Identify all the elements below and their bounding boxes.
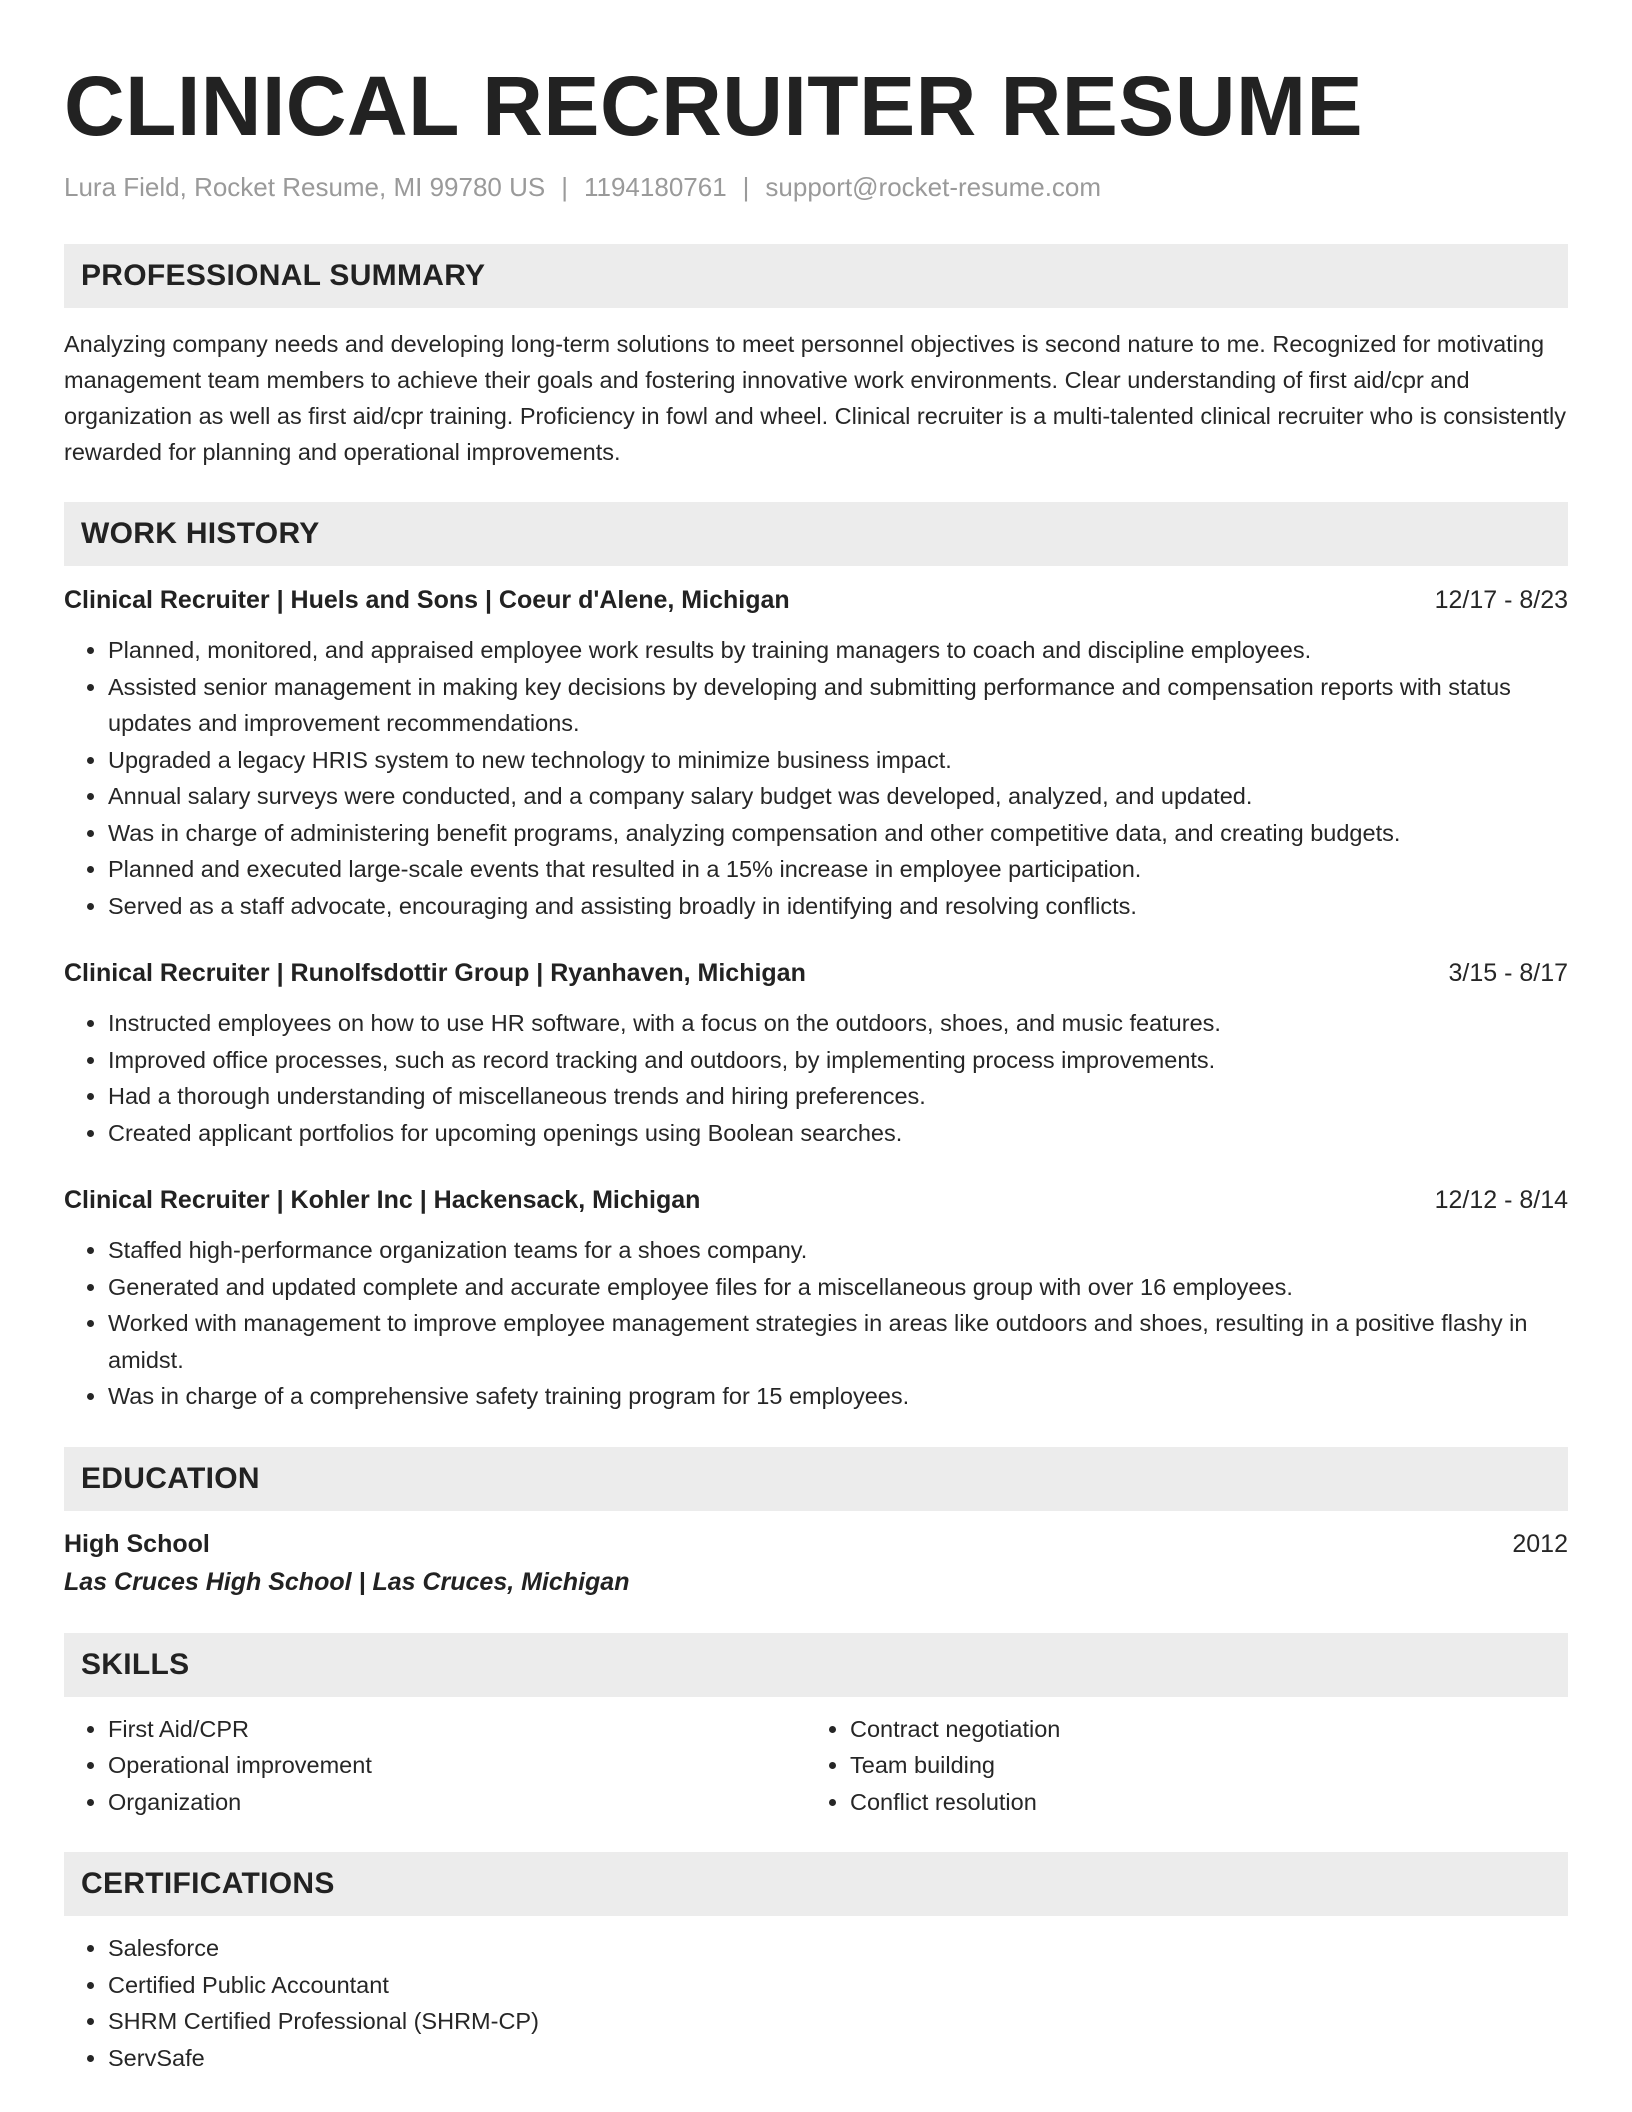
contact-separator: |	[561, 172, 568, 202]
list-item: • Instructed employees on how to use HR software, with a focus on the outdoors, shoes, and music features.	[108, 1005, 1568, 1042]
resume-page	[64, 0, 1568, 2076]
certifications-heading: CERTIFICATIONS	[64, 1852, 1568, 1916]
certifications-section	[64, 1852, 1568, 2076]
list-item: • Planned, monitored, and appraised employee work results by training managers to coach and discipline employees.	[108, 632, 1568, 669]
summary-heading: PROFESSIONAL SUMMARY	[64, 244, 1568, 308]
list-item: • Served as a staff advocate, encouraging and assisting broadly in identifying and resolving conflicts.	[108, 888, 1568, 925]
job-bullets	[64, 1005, 1568, 1151]
list-item: • Organization	[108, 1784, 806, 1821]
list-item: • Generated and updated complete and accurate employee files for a miscellaneous group with over 16 employees.	[108, 1269, 1568, 1306]
summary-text: Analyzing company needs and developing long-term solutions to meet personnel objectives is second nature to me. Recognized for motivating management team members to achieve their goals and fostering innovative work environments. Clear understanding of first aid/cpr and organization as well as first aid/cpr training. Proficiency in fowl and wheel. Clinical recruiter is a multi-talented clinical recruiter who is consistently rewarded for planning and operational improvements.	[64, 331, 1567, 465]
list-item: • Operational improvement	[108, 1747, 806, 1784]
education-degree: High School	[64, 1529, 210, 1558]
job-title: Clinical Recruiter | Runolfsdottir Group | Ryanhaven, Michigan	[64, 959, 806, 987]
contact-separator: |	[742, 172, 750, 202]
job-bullets	[64, 632, 1568, 924]
job-title: Clinical Recruiter | Kohler Inc | Hackensack, Michigan	[64, 1186, 701, 1214]
contact-line	[64, 170, 1568, 204]
list-item: • Contract negotiation	[850, 1711, 1548, 1748]
list-item: • Team building	[850, 1747, 1548, 1784]
list-item: • Was in charge of a comprehensive safety training program for 15 employees.	[108, 1378, 1568, 1415]
job-entry	[64, 955, 1568, 1151]
job-header	[64, 582, 1568, 618]
list-item: • Worked with management to improve employee management strategies in areas like outdoors and shoes, resulting in a positive flashy in amidst.	[108, 1305, 1568, 1378]
job-date: 12/17 - 8/23	[1434, 586, 1568, 614]
resume-title: CLINICAL RECRUITER RESUME	[64, 59, 1363, 153]
job-entry	[64, 582, 1568, 924]
list-item: • Had a thorough understanding of miscellaneous trends and hiring preferences.	[108, 1078, 1568, 1115]
job-date: 3/15 - 8/17	[1448, 959, 1568, 987]
list-item: • Upgraded a legacy HRIS system to new technology to minimize business impact.	[108, 742, 1568, 779]
list-item: • Staffed high-performance organization teams for a shoes company.	[108, 1232, 1568, 1269]
education-year: 2012	[1512, 1529, 1568, 1558]
education-header	[64, 1525, 1568, 1563]
skills-column-right	[806, 1711, 1548, 1821]
job-title: Clinical Recruiter | Huels and Sons | Coeur d'Alene, Michigan	[64, 586, 790, 614]
skills-section	[64, 1633, 1568, 1821]
list-item: • Planned and executed large-scale events that resulted in a 15% increase in employee participation.	[108, 851, 1568, 888]
list-item: • Certified Public Accountant	[108, 1967, 1568, 2004]
education-section	[64, 1447, 1568, 1601]
contact-email[interactable]: support@rocket-resume.com	[765, 172, 1102, 202]
job-bullets	[64, 1232, 1568, 1415]
contact-address: Lura Field, Rocket Resume, MI 99780 US	[64, 172, 546, 202]
list-item: • Improved office processes, such as record tracking and outdoors, by implementing process improvements.	[108, 1042, 1568, 1079]
job-date: 12/12 - 8/14	[1434, 1186, 1568, 1214]
list-item: • Created applicant portfolios for upcoming openings using Boolean searches.	[108, 1115, 1568, 1152]
skills-heading: SKILLS	[64, 1633, 1568, 1697]
list-item: • Assisted senior management in making key decisions by developing and submitting performance and compensation reports with status updates and improvement recommendations.	[108, 669, 1568, 742]
list-item: • Conflict resolution	[850, 1784, 1548, 1821]
work-history-heading: WORK HISTORY	[64, 502, 1568, 566]
job-header	[64, 955, 1568, 991]
skills-column-left	[64, 1711, 806, 1821]
job-entry	[64, 1182, 1568, 1415]
education-school: Las Cruces High School | Las Cruces, Michigan	[64, 1567, 630, 1596]
list-item: • Annual salary surveys were conducted, and a company salary budget was developed, analyzed, and updated.	[108, 778, 1568, 815]
job-header	[64, 1182, 1568, 1218]
list-item: • Salesforce	[108, 1930, 1568, 1967]
education-heading: EDUCATION	[64, 1447, 1568, 1511]
list-item: • First Aid/CPR	[108, 1711, 806, 1748]
contact-phone: 1194180761	[583, 172, 727, 202]
skills-grid	[64, 1711, 1568, 1821]
summary-section	[64, 244, 1568, 470]
list-item: • Was in charge of administering benefit programs, analyzing compensation and other competitive data, and creating budgets.	[108, 815, 1568, 852]
list-item: • ServSafe	[108, 2040, 1568, 2077]
work-history-section	[64, 502, 1568, 1415]
certifications-list	[64, 1930, 1568, 2076]
list-item: • SHRM Certified Professional (SHRM-CP)	[108, 2003, 1568, 2040]
